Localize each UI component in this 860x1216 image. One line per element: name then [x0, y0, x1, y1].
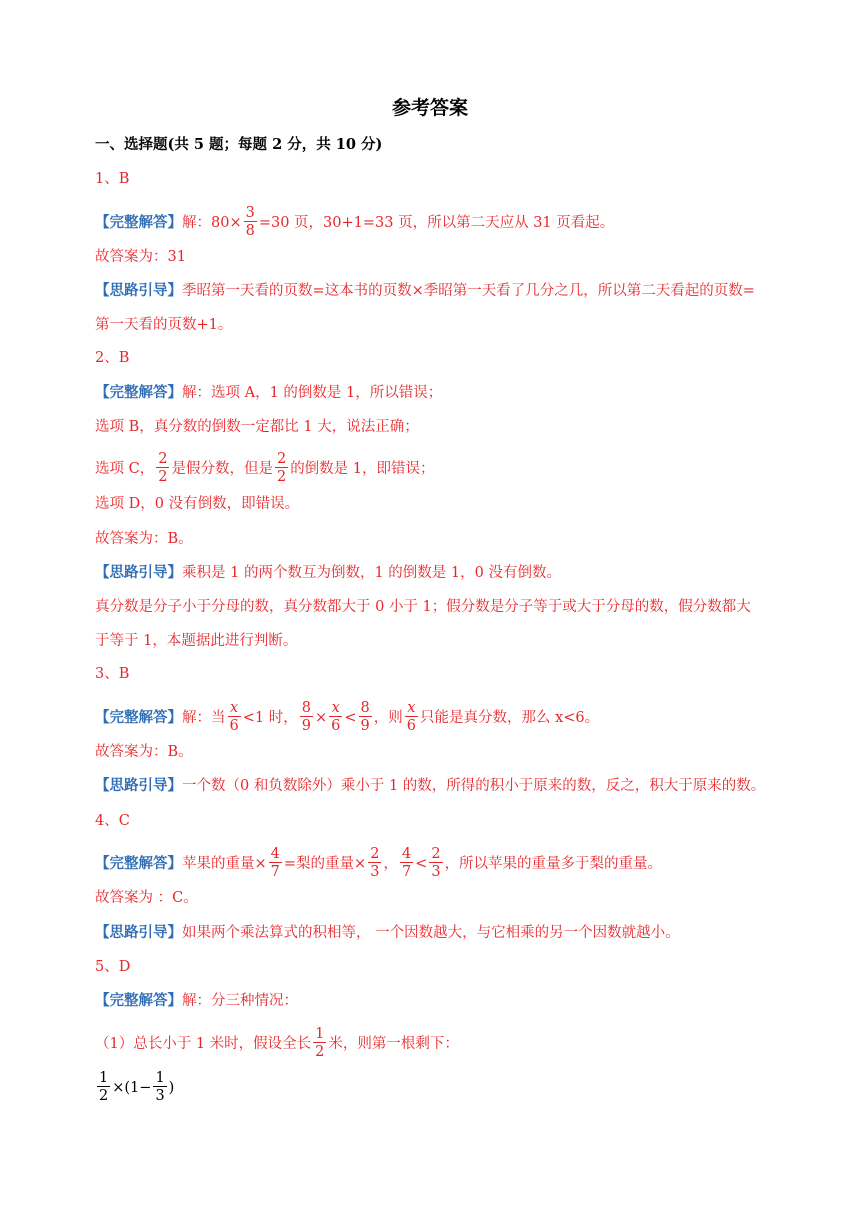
- full-solution-tag: 【完整解答】: [95, 709, 182, 726]
- fraction: $\frac{1}{3}$: [155, 1070, 165, 1104]
- q2-hint-b: 真分数是分子小于分母的数，真分数都大于 0 小于 1；假分数是分子等于或大于分母的数，假分数都大: [95, 599, 751, 615]
- full-solution-tag: 【完整解答】: [95, 384, 182, 401]
- q1-hint-cont: 第一天看的页数+1。: [95, 317, 233, 333]
- q2-label: 2、B: [95, 350, 130, 366]
- fraction: $\frac{4}{7}$: [401, 846, 412, 880]
- q1-solution: 【完整解答】解：80× $\frac{3}{8}$ =30 页，30+1=33 页，所以第二天应从 31 页看起。: [95, 205, 615, 239]
- hint-tag: 【思路引导】: [95, 282, 182, 299]
- q4-label: 4、C: [95, 813, 130, 829]
- fraction: $\frac{2}{2}$: [158, 451, 168, 485]
- q2-answer: 故答案为：B。: [95, 531, 193, 547]
- q3-solution: 【完整解答】解：当 $\frac{x}{6}$ <1 时， $\frac{8}{9}$ × $\frac{x}{6}$ < $\frac{8}{9}$ ，则 $\frac{x}{6}$ 只能是真分数，那么 x<6。: [95, 700, 600, 734]
- fraction: $\frac{x}{6}$: [331, 700, 341, 734]
- q3-label: 3、B: [95, 666, 130, 682]
- fraction: $\frac{x}{6}$: [229, 700, 239, 734]
- q2-solution-d: 选项 D，0 没有倒数，即错误。: [95, 496, 300, 512]
- fraction: $\frac{2}{3}$: [431, 846, 441, 880]
- q1-hint: 【思路引导】季昭第一天看的页数=这本书的页数×季昭第一天看了几分之几，所以第二天看起的页数=: [95, 282, 755, 299]
- fraction: $\frac{8}{9}$: [360, 700, 370, 734]
- hint-tag: 【思路引导】: [95, 924, 182, 941]
- fraction: $\frac{1}{2}$: [315, 1026, 325, 1060]
- q4-hint: 【思路引导】如果两个乘法算式的积相等， 一个因数越大，与它相乘的另一个因数就越小。: [95, 924, 680, 941]
- fraction: $\frac{1}{2}$: [99, 1070, 109, 1104]
- fraction: $\frac{x}{6}$: [406, 700, 416, 734]
- q1-label: 1、B: [95, 171, 130, 187]
- hint-tag: 【思路引导】: [95, 564, 182, 581]
- q2-solution: 【完整解答】解：选项 A，1 的倒数是 1，所以错误；: [95, 384, 443, 401]
- hint-tag: 【思路引导】: [95, 777, 182, 794]
- q2-solution-c: 选项 C， $\frac{2}{2}$ 是假分数，但是 $\frac{2}{2}$ 的倒数是 1，即错误；: [95, 451, 435, 485]
- fraction: $\frac{2}{3}$: [370, 846, 380, 880]
- q4-answer: 故答案为 ：C。: [95, 890, 198, 906]
- q1-answer: 故答案为：31: [95, 249, 186, 265]
- q5-label: 5、D: [95, 959, 131, 975]
- fraction: $\frac{2}{2}$: [276, 451, 287, 485]
- q4-solution: 【完整解答】苹果的重量× $\frac{4}{7}$ =梨的重量× $\frac{2}{3}$ ， $\frac{4}{7}$ < $\frac{2}{3}$ ，所以苹果的重量多于梨的重量。: [95, 846, 663, 880]
- q2-hint: 【思路引导】乘积是 1 的两个数互为倒数，1 的倒数是 1，0 没有倒数。: [95, 564, 561, 581]
- q5-expression: $\frac{1}{2}$ ×(1− $\frac{1}{3}$ ): [99, 1070, 175, 1104]
- q5-solution: 【完整解答】解：分三种情况：: [95, 992, 298, 1009]
- page-title: 参考答案: [391, 97, 468, 119]
- q3-answer: 故答案为：B。: [95, 744, 193, 760]
- q2-solution-b: 选项 B，真分数的倒数一定都比 1 大，说法正确；: [95, 419, 419, 435]
- full-solution-tag: 【完整解答】: [95, 855, 182, 872]
- fraction: $\frac{4}{7}$: [270, 846, 280, 880]
- full-solution-tag: 【完整解答】: [95, 992, 182, 1009]
- full-solution-tag: 【完整解答】: [95, 214, 182, 231]
- fraction: $\frac{3}{8}$: [245, 205, 255, 239]
- q3-hint: 【思路引导】一个数（0 和负数除外）乘小于 1 的数，所得的积小于原来的数，反之，积大于原来的数。: [95, 777, 766, 794]
- q2-hint-c: 于等于 1，本题据此进行判断。: [95, 633, 298, 649]
- fraction: $\frac{8}{9}$: [301, 700, 311, 734]
- q5-case-1: （1）总长小于 1 米时，假设全长 $\frac{1}{2}$ 米，则第一根剩下：: [95, 1026, 459, 1060]
- section-heading: 一、选择题(共 5 题；每题 2 分，共 10 分): [95, 136, 383, 153]
